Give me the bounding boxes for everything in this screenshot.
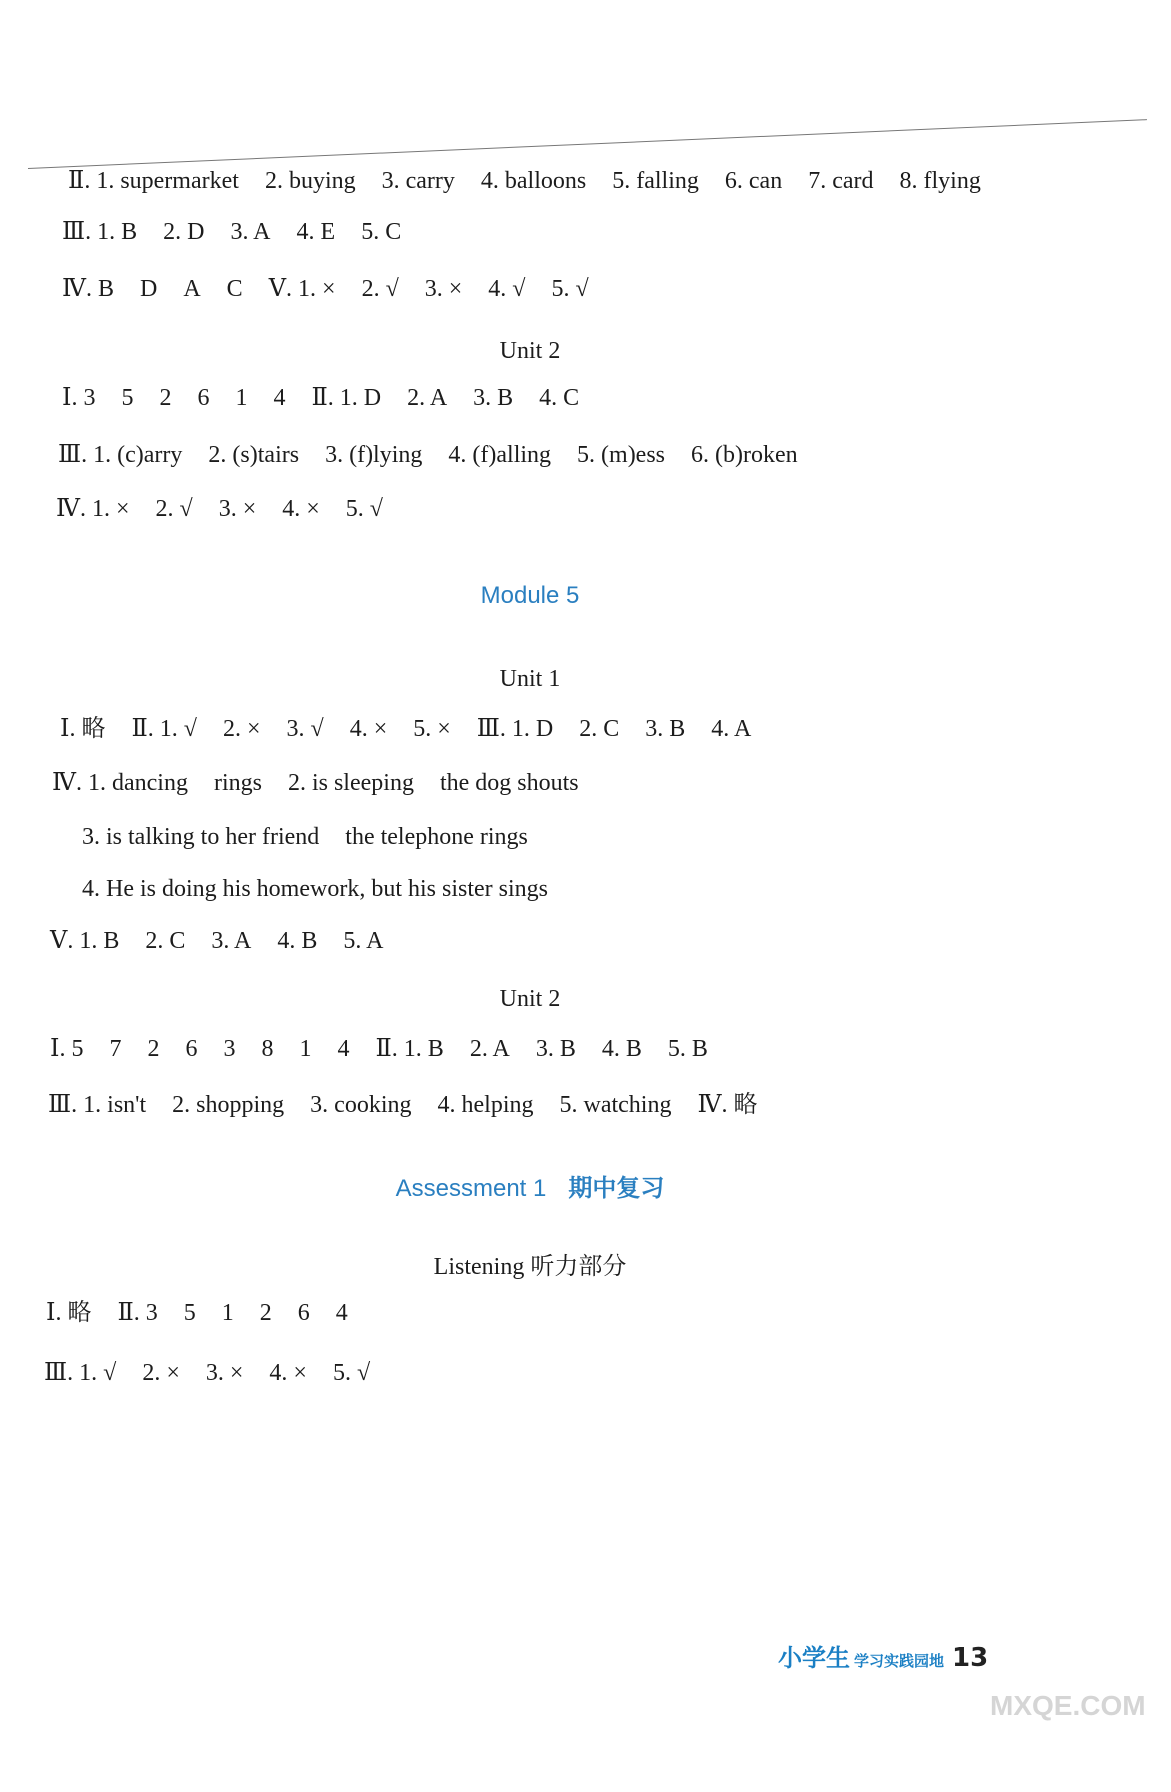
answer-item: 1 bbox=[221, 1300, 234, 1326]
answer-item: 4. He is doing his homework, but his sister sings bbox=[82, 876, 548, 902]
answer-item: 2. C bbox=[579, 716, 620, 742]
answer-line-m4u1-ii bbox=[68, 166, 1007, 196]
answer-item: 4. × bbox=[269, 1360, 307, 1386]
answer-item: 2. × bbox=[222, 716, 261, 742]
answer-item: 4. A bbox=[711, 716, 752, 742]
answer-item: Ⅱ. 1. supermarket bbox=[68, 168, 239, 194]
answer-item: 4. balloons bbox=[480, 168, 587, 194]
answer-item: 3. B bbox=[645, 716, 686, 742]
answer-item: Ⅰ. 3 bbox=[62, 385, 96, 411]
answer-item: 2. is sleeping bbox=[287, 770, 414, 796]
scan-line-divider bbox=[28, 119, 1147, 169]
brand-logo: 小学生 bbox=[778, 1644, 850, 1672]
answer-item: 3. is talking to her friend bbox=[82, 824, 320, 850]
answer-line-m5u1-iv-2 bbox=[82, 822, 554, 852]
answer-item: 5. √ bbox=[345, 496, 383, 522]
answer-item: 5 bbox=[121, 385, 134, 411]
answer-item: 4. E bbox=[296, 219, 336, 245]
answer-item: 2. √ bbox=[155, 496, 193, 522]
answer-item: 4 bbox=[335, 1300, 348, 1326]
answer-item: 5. √ bbox=[332, 1360, 371, 1386]
answer-item: Ⅰ. 略 bbox=[46, 1300, 92, 1326]
answer-line-m5u1-iv-3 bbox=[82, 874, 574, 904]
answer-item: 4. helping bbox=[437, 1092, 534, 1118]
answer-item: 4. (f)alling bbox=[448, 442, 552, 468]
answer-item: 1 bbox=[299, 1036, 312, 1062]
answer-item: Ⅲ. 1. D bbox=[476, 716, 554, 742]
answer-item: 4. × bbox=[349, 716, 388, 742]
answer-item: Ⅰ. 略 bbox=[60, 716, 106, 742]
module-heading: Module 5 bbox=[480, 582, 580, 609]
answer-item: 4 bbox=[337, 1036, 350, 1062]
answer-item: 6 bbox=[197, 385, 210, 411]
answer-item: Ⅲ. 1. isn't bbox=[48, 1092, 147, 1118]
answer-item: 3. carry bbox=[381, 168, 455, 194]
answer-item: 2. shopping bbox=[172, 1092, 285, 1118]
answer-item: the dog shouts bbox=[439, 770, 579, 796]
answer-item: 3. B bbox=[473, 385, 514, 411]
answer-item: Ⅲ. 1. (c)arry bbox=[58, 442, 183, 468]
answer-item: 7. card bbox=[808, 168, 874, 194]
answer-item: 6 bbox=[185, 1036, 198, 1062]
unit-title-m5u1: Unit 1 bbox=[499, 666, 561, 692]
answer-item: 4. × bbox=[282, 496, 320, 522]
answer-item: 3. A bbox=[230, 219, 271, 245]
brand-slogan: 学习实践园地 bbox=[854, 1652, 945, 1670]
answer-item: 8. flying bbox=[899, 168, 981, 194]
answer-line-m4u1-iii bbox=[62, 217, 427, 247]
answer-item: 2. A bbox=[407, 385, 448, 411]
answer-item: 2 bbox=[259, 1300, 272, 1326]
answer-line-m5u2-i-ii bbox=[50, 1034, 734, 1064]
answer-item: the telephone rings bbox=[345, 824, 528, 850]
answer-item: 2 bbox=[159, 385, 172, 411]
answer-item: 3. (f)lying bbox=[325, 442, 423, 468]
answer-item: rings bbox=[213, 770, 262, 796]
answer-line-m5u1-i-ii-iii bbox=[60, 714, 777, 744]
answer-line-m4u2-iv bbox=[56, 494, 409, 524]
answer-item: Ⅲ. 1. √ bbox=[44, 1360, 117, 1386]
answer-item: Ⅳ. 1. dancing bbox=[52, 770, 188, 796]
answer-item: 4. C bbox=[539, 385, 580, 411]
answer-item: 4. √ bbox=[488, 276, 526, 302]
answer-item: Ⅴ. 1. B bbox=[50, 928, 120, 954]
unit-title-m5u2: Unit 2 bbox=[499, 986, 561, 1012]
answer-item: Ⅱ. 3 bbox=[117, 1300, 158, 1326]
assessment-title-en: Assessment 1 bbox=[395, 1175, 547, 1202]
answer-item: Ⅰ. 5 bbox=[50, 1036, 84, 1062]
answer-item: Ⅱ. 1. B bbox=[375, 1036, 444, 1062]
answer-item: 5. C bbox=[361, 219, 402, 245]
answer-line-m4u2-iii bbox=[58, 440, 824, 470]
answer-line-m4u1-iv-v bbox=[62, 274, 615, 304]
answer-item: 5. √ bbox=[551, 276, 589, 302]
answer-item: 3. × bbox=[424, 276, 463, 302]
answer-item: 5. falling bbox=[612, 168, 699, 194]
answer-item: Ⅴ. 1. × bbox=[268, 276, 336, 302]
answer-item: 4. B bbox=[601, 1036, 642, 1062]
answer-item: 2 bbox=[147, 1036, 160, 1062]
answer-item: 4 bbox=[273, 385, 286, 411]
answer-item: 2. D bbox=[163, 219, 205, 245]
answer-line-listening-i-ii bbox=[46, 1298, 374, 1328]
answer-item: 6 bbox=[297, 1300, 310, 1326]
site-watermark: MXQE.COM bbox=[990, 1690, 1146, 1721]
answer-item: 2. × bbox=[142, 1360, 180, 1386]
answer-item: 3. cooking bbox=[310, 1092, 412, 1118]
answer-item: 5. watching bbox=[559, 1092, 672, 1118]
answer-line-m5u1-iv-1 bbox=[52, 768, 605, 798]
answer-item: Ⅱ. 1. √ bbox=[131, 716, 197, 742]
answer-line-m5u2-iii-iv bbox=[48, 1090, 783, 1120]
answer-item: 2. C bbox=[145, 928, 186, 954]
answer-item: 5. B bbox=[667, 1036, 708, 1062]
assessment-heading bbox=[0, 1168, 1060, 1203]
answer-item: 5 bbox=[183, 1300, 196, 1326]
answer-item: D bbox=[139, 276, 158, 302]
answer-item: Ⅳ. 略 bbox=[697, 1092, 758, 1118]
answer-item: 8 bbox=[261, 1036, 274, 1062]
answer-item: C bbox=[226, 276, 243, 302]
answer-item: 5. × bbox=[413, 716, 451, 742]
answer-item: 5. A bbox=[343, 928, 384, 954]
answer-item: 5. (m)ess bbox=[577, 442, 666, 468]
answer-item: 7 bbox=[109, 1036, 122, 1062]
answer-item: 6. (b)roken bbox=[691, 442, 798, 468]
answer-item: Ⅲ. 1. B bbox=[62, 219, 138, 245]
answer-item: Ⅳ. B bbox=[62, 276, 114, 302]
answer-item: 2. A bbox=[469, 1036, 510, 1062]
answer-line-m4u2-i-ii bbox=[62, 383, 605, 413]
answer-item: 4. B bbox=[277, 928, 318, 954]
answer-item: 3. B bbox=[535, 1036, 576, 1062]
page-number: 13 bbox=[952, 1643, 989, 1673]
answer-item: Ⅳ. 1. × bbox=[56, 496, 130, 522]
answer-line-listening-iii bbox=[44, 1358, 396, 1388]
assessment-title-cn: 期中复习 bbox=[568, 1174, 665, 1202]
answer-item: 2. √ bbox=[361, 276, 399, 302]
answer-item: 3 bbox=[223, 1036, 236, 1062]
answer-item: 3. √ bbox=[286, 716, 324, 742]
answer-item: 2. buying bbox=[264, 168, 356, 194]
page-footer bbox=[778, 1638, 988, 1673]
answer-item: 2. (s)tairs bbox=[208, 442, 300, 468]
answer-item: 3. A bbox=[211, 928, 252, 954]
answer-item: A bbox=[183, 276, 201, 302]
answer-item: 3. × bbox=[205, 1360, 244, 1386]
listening-title: Listening 听力部分 bbox=[433, 1254, 627, 1280]
answer-item: Ⅱ. 1. D bbox=[311, 385, 382, 411]
answer-item: 1 bbox=[235, 385, 248, 411]
unit-title-m4u2: Unit 2 bbox=[499, 338, 561, 364]
answer-item: 3. × bbox=[218, 496, 257, 522]
answer-line-m5u1-v bbox=[50, 926, 409, 956]
answer-item: 6. can bbox=[724, 168, 783, 194]
